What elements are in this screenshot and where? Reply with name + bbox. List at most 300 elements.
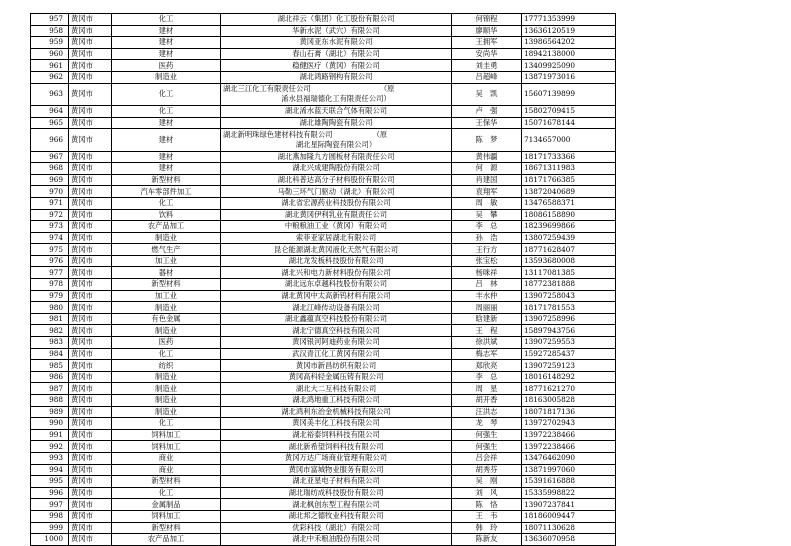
table-row: [31, 337, 616, 349]
phone-number-cell: 13593680008: [522, 255, 616, 267]
company-name-cell: 中粮粮油工业（黄冈）有限公司: [221, 221, 452, 233]
phone-number-cell: 15607139899: [522, 83, 616, 105]
phone-number-cell: 18016148292: [522, 371, 616, 383]
table-row: [31, 418, 616, 430]
industry-cell: 建材: [112, 48, 221, 60]
contact-person-cell: 吕 林: [452, 279, 522, 291]
table-row: [31, 371, 616, 383]
company-name-cell: 湖北黄冈中太高新钨材料有限公司: [221, 290, 452, 302]
table-row: [31, 129, 616, 151]
industry-cell: 有色金属: [112, 313, 221, 325]
city-cell: 黄冈市: [69, 129, 112, 151]
company-name-cell: 湖北省宏源药业科技股份有限公司: [221, 197, 452, 209]
city-cell: 黄冈市: [69, 14, 112, 26]
city-cell: 黄冈市: [69, 244, 112, 256]
city-cell: 黄冈市: [69, 441, 112, 453]
row-number-cell: 958: [31, 25, 69, 37]
contact-person-cell: 陈 恪: [452, 499, 522, 511]
table-row: [31, 313, 616, 325]
industry-cell: 饲料加工: [112, 429, 221, 441]
table-row: [31, 255, 616, 267]
table-row: [31, 105, 616, 117]
industry-cell: 化工: [112, 83, 221, 105]
row-number-cell: 971: [31, 197, 69, 209]
industry-cell: 饮料: [112, 209, 221, 221]
table-row: [31, 452, 616, 464]
city-cell: 黄冈市: [69, 487, 112, 499]
row-number-cell: 983: [31, 337, 69, 349]
industry-cell: 农产品加工: [112, 534, 221, 546]
phone-number-cell: 18171733366: [522, 151, 616, 163]
company-name-cell: 湖北浠水蓝天联合气体有限公司: [221, 105, 452, 117]
phone-number-cell: 15927285437: [522, 348, 616, 360]
industry-cell: 医药: [112, 337, 221, 349]
phone-number-cell: 13972238466: [522, 441, 616, 453]
row-number-cell: 980: [31, 302, 69, 314]
table-row: [31, 209, 616, 221]
contact-person-cell: 孙 浩: [452, 232, 522, 244]
company-name-cell: 昆仑能源湖北黄冈液化天然气有限公司: [221, 244, 452, 256]
company-name-cell: 湖北鸿地重工科技有限公司: [221, 395, 452, 407]
industry-cell: 建材: [112, 129, 221, 151]
contact-person-cell: 韩 玲: [452, 522, 522, 534]
city-cell: 黄冈市: [69, 25, 112, 37]
contact-person-cell: 王保华: [452, 117, 522, 129]
contact-person-cell: 王拥军: [452, 37, 522, 49]
row-number-cell: 959: [31, 37, 69, 49]
phone-number-cell: 18771628407: [522, 244, 616, 256]
table-row: [31, 14, 616, 26]
city-cell: 黄冈市: [69, 105, 112, 117]
industry-cell: 制造业: [112, 371, 221, 383]
phone-number-cell: 13872040689: [522, 186, 616, 198]
table-row: [31, 406, 616, 418]
company-name-cell: 华新水泥（武穴）有限公司: [221, 25, 452, 37]
phone-number-cell: 13907259553: [522, 337, 616, 349]
row-number-cell: 974: [31, 232, 69, 244]
city-cell: 黄冈市: [69, 452, 112, 464]
row-number-cell: 996: [31, 487, 69, 499]
table-row: [31, 117, 616, 129]
phone-number-cell: 15802709415: [522, 105, 616, 117]
company-name-cell: [221, 129, 452, 151]
contact-person-cell: 王 程: [452, 325, 522, 337]
city-cell: 黄冈市: [69, 418, 112, 430]
company-name-cell: 黄冈亚东水泥有限公司: [221, 37, 452, 49]
table-row: [31, 37, 616, 49]
company-name-cell: 黄冈市富城物业服务有限公司: [221, 464, 452, 476]
city-cell: 黄冈市: [69, 371, 112, 383]
industry-cell: 商业: [112, 464, 221, 476]
company-name-cell: 武汉青江化工黄冈有限公司: [221, 348, 452, 360]
industry-cell: 医药: [112, 60, 221, 72]
company-name-cell: 马勒三环气门驱动（湖北）有限公司: [221, 186, 452, 198]
city-cell: 黄冈市: [69, 117, 112, 129]
phone-number-cell: 13907237841: [522, 499, 616, 511]
industry-cell: 新型材料: [112, 174, 221, 186]
company-name-cell: 湖北鑫蕴真空科技股份有限公司: [221, 313, 452, 325]
row-number-cell: 964: [31, 105, 69, 117]
phone-number-cell: 13907259123: [522, 360, 616, 372]
table-row: [31, 476, 616, 488]
contact-person-cell: 龙 琴: [452, 418, 522, 430]
city-cell: 黄冈市: [69, 522, 112, 534]
phone-number-cell: 18671311983: [522, 163, 616, 175]
city-cell: 黄冈市: [69, 476, 112, 488]
row-number-cell: 978: [31, 279, 69, 291]
contact-person-cell: 晗建新: [452, 313, 522, 325]
phone-number-cell: 13409925090: [522, 60, 616, 72]
row-number-cell: 982: [31, 325, 69, 337]
industry-cell: 制造业: [112, 232, 221, 244]
company-name-cell: 湖北邦之德牧业科技有限公司: [221, 510, 452, 522]
contact-person-cell: 胡开香: [452, 395, 522, 407]
row-number-cell: 1000: [31, 534, 69, 546]
contact-person-cell: 梅志军: [452, 348, 522, 360]
row-number-cell: 957: [31, 14, 69, 26]
table-row: [31, 279, 616, 291]
phone-number-cell: 13972702943: [522, 418, 616, 430]
table-row: [31, 163, 616, 175]
table-row: [31, 186, 616, 198]
row-number-cell: 961: [31, 60, 69, 72]
city-cell: 黄冈市: [69, 174, 112, 186]
phone-number-cell: 13476462090: [522, 452, 616, 464]
contact-person-cell: 刘圭勇: [452, 60, 522, 72]
contact-person-cell: 周丽丽: [452, 302, 522, 314]
city-cell: 黄冈市: [69, 290, 112, 302]
phone-number-cell: 18239699866: [522, 221, 616, 233]
phone-number-cell: 13907258996: [522, 313, 616, 325]
city-cell: 黄冈市: [69, 534, 112, 546]
company-name-cell: 黄冈市新昌纺织有限公司: [221, 360, 452, 372]
table-row: [31, 48, 616, 60]
table-row: [31, 429, 616, 441]
city-cell: 黄冈市: [69, 37, 112, 49]
table-row: [31, 25, 616, 37]
industry-cell: 器材: [112, 267, 221, 279]
contact-person-cell: 周 敏: [452, 197, 522, 209]
contact-person-cell: 王行方: [452, 244, 522, 256]
contact-person-cell: 吕超峰: [452, 71, 522, 83]
phone-number-cell: 13476588371: [522, 197, 616, 209]
table-row: [31, 197, 616, 209]
phone-number-cell: 15071678144: [522, 117, 616, 129]
company-name-cell: 湖北宁德真空科技有限公司: [221, 325, 452, 337]
company-name-cell: 优彩科技（湖北）有限公司: [221, 522, 452, 534]
industry-cell: 制造业: [112, 302, 221, 314]
phone-number-cell: 18086158890: [522, 209, 616, 221]
company-name-line-1: 湖北新明珠绿色建材科技有限公司 （原: [223, 129, 388, 139]
contact-person-cell: 何锦程: [452, 14, 522, 26]
phone-number-cell: 13986564202: [522, 37, 616, 49]
table-row: [31, 71, 616, 83]
company-name-cell: 湖北大二互科技有限公司: [221, 383, 452, 395]
company-name-cell: 湖北鸿路钢构有限公司: [221, 71, 452, 83]
contact-person-cell: 李 总: [452, 371, 522, 383]
phone-number-cell: 15897943756: [522, 325, 616, 337]
company-name-cell: 湖北裕泰饲料科技有限公司: [221, 429, 452, 441]
contact-person-cell: 吴 刚: [452, 476, 522, 488]
contact-person-cell: 张宝松: [452, 255, 522, 267]
industry-cell: 汽车零部件加工: [112, 186, 221, 198]
table-row: [31, 244, 616, 256]
phone-number-cell: 18071130628: [522, 522, 616, 534]
contact-person-cell: 杨咪祥: [452, 267, 522, 279]
industry-cell: 饲料加工: [112, 510, 221, 522]
row-number-cell: 988: [31, 395, 69, 407]
phone-number-cell: 18171766385: [522, 174, 616, 186]
row-number-cell: 975: [31, 244, 69, 256]
company-name-cell: 黄冈银河阿迪药业有限公司: [221, 337, 452, 349]
industry-cell: 农产品加工: [112, 221, 221, 233]
table-row: [31, 302, 616, 314]
table-row: [31, 383, 616, 395]
phone-number-cell: 13907258043: [522, 290, 616, 302]
industry-cell: 新型材料: [112, 522, 221, 534]
contact-person-cell: 袁翔军: [452, 186, 522, 198]
row-number-cell: 998: [31, 510, 69, 522]
phone-number-cell: 18772381888: [522, 279, 616, 291]
industry-cell: 加工业: [112, 290, 221, 302]
contact-person-cell: 徐洪斌: [452, 337, 522, 349]
industry-cell: 化工: [112, 348, 221, 360]
table-row: [31, 221, 616, 233]
company-name-cell: 湖北枫创东型工程有限公司: [221, 499, 452, 511]
phone-number-cell: 13871997060: [522, 464, 616, 476]
table-row: [31, 499, 616, 511]
table-row: [31, 232, 616, 244]
city-cell: 黄冈市: [69, 48, 112, 60]
city-cell: 黄冈市: [69, 60, 112, 72]
city-cell: 黄冈市: [69, 337, 112, 349]
phone-number-cell: 13636120519: [522, 25, 616, 37]
contact-person-cell: 何强生: [452, 429, 522, 441]
city-cell: 黄冈市: [69, 429, 112, 441]
city-cell: 黄冈市: [69, 209, 112, 221]
city-cell: 黄冈市: [69, 383, 112, 395]
contact-person-cell: 陈 梦: [452, 129, 522, 151]
table-row: [31, 441, 616, 453]
city-cell: 黄冈市: [69, 221, 112, 233]
contact-person-cell: 周 星: [452, 383, 522, 395]
row-number-cell: 967: [31, 151, 69, 163]
industry-cell: 新型材料: [112, 279, 221, 291]
table-row: [31, 174, 616, 186]
industry-cell: 建材: [112, 163, 221, 175]
contact-person-cell: 王 韦: [452, 510, 522, 522]
city-cell: 黄冈市: [69, 325, 112, 337]
table-row: [31, 534, 616, 546]
contact-person-cell: 何 源: [452, 163, 522, 175]
row-number-cell: 991: [31, 429, 69, 441]
phone-number-cell: 18171781553: [522, 302, 616, 314]
industry-cell: 商业: [112, 452, 221, 464]
row-number-cell: 984: [31, 348, 69, 360]
city-cell: 黄冈市: [69, 232, 112, 244]
contact-person-cell: 刘 风: [452, 487, 522, 499]
contact-person-cell: 胡秀芬: [452, 464, 522, 476]
phone-number-cell: 13871973016: [522, 71, 616, 83]
industry-cell: 新型材料: [112, 476, 221, 488]
row-number-cell: 977: [31, 267, 69, 279]
industry-cell: 化工: [112, 105, 221, 117]
city-cell: 黄冈市: [69, 197, 112, 209]
industry-cell: 饲料加工: [112, 441, 221, 453]
phone-number-cell: 17771353999: [522, 14, 616, 26]
table-row: [31, 60, 616, 72]
company-name-cell: 湖北兴和电力新材料股份有限公司: [221, 267, 452, 279]
contact-person-cell: 安尚华: [452, 48, 522, 60]
row-number-cell: 993: [31, 452, 69, 464]
industry-cell: 加工业: [112, 255, 221, 267]
row-number-cell: 972: [31, 209, 69, 221]
company-name-cell: 湖北远东卓越科技股份有限公司: [221, 279, 452, 291]
industry-cell: 化工: [112, 14, 221, 26]
company-name-cell: 湖北雄陶陶瓷有限公司: [221, 117, 452, 129]
industry-cell: 制造业: [112, 383, 221, 395]
company-name-cell: 黄冈万达广场商业管理有限公司: [221, 452, 452, 464]
table-row: [31, 360, 616, 372]
city-cell: 黄冈市: [69, 83, 112, 105]
row-number-cell: 962: [31, 71, 69, 83]
industry-cell: 制造业: [112, 395, 221, 407]
row-number-cell: 976: [31, 255, 69, 267]
table-row: [31, 510, 616, 522]
company-name-line-2: 浠水县福瑞德化工有限责任公司）: [281, 94, 391, 104]
industry-cell: 制造业: [112, 71, 221, 83]
phone-number-cell: 13636070958: [522, 534, 616, 546]
table-row: [31, 395, 616, 407]
phone-number-cell: 13807259439: [522, 232, 616, 244]
row-number-cell: 981: [31, 313, 69, 325]
city-cell: 黄冈市: [69, 313, 112, 325]
enterprise-contact-table: [30, 13, 616, 546]
industry-cell: 化工: [112, 418, 221, 430]
phone-number-cell: 18163005828: [522, 395, 616, 407]
contact-person-cell: 陈新友: [452, 534, 522, 546]
city-cell: 黄冈市: [69, 499, 112, 511]
phone-number-cell: 18942138000: [522, 48, 616, 60]
company-name-cell: 黄冈美丰化工科技有限公司: [221, 418, 452, 430]
row-number-cell: 968: [31, 163, 69, 175]
table-row: [31, 487, 616, 499]
row-number-cell: 989: [31, 406, 69, 418]
city-cell: 黄冈市: [69, 255, 112, 267]
contact-person-cell: 李 总: [452, 221, 522, 233]
row-number-cell: 979: [31, 290, 69, 302]
company-name-cell: 湖北鸿利东治金机械科技有限公司: [221, 406, 452, 418]
contact-person-cell: 黄伟疆: [452, 151, 522, 163]
contact-person-cell: 汪洪志: [452, 406, 522, 418]
row-number-cell: 985: [31, 360, 69, 372]
contact-person-cell: 丰水仲: [452, 290, 522, 302]
contact-person-cell: 肖建国: [452, 174, 522, 186]
city-cell: 黄冈市: [69, 348, 112, 360]
row-number-cell: 969: [31, 174, 69, 186]
industry-cell: 制造业: [112, 406, 221, 418]
table-row: [31, 83, 616, 105]
city-cell: 黄冈市: [69, 302, 112, 314]
phone-number-cell: 18186009447: [522, 510, 616, 522]
contact-person-cell: 卢 强: [452, 105, 522, 117]
city-cell: 黄冈市: [69, 406, 112, 418]
company-name-line-2: 湖北星际陶瓷有限公司）: [295, 139, 377, 149]
industry-cell: 化工: [112, 487, 221, 499]
table-row: [31, 267, 616, 279]
industry-cell: 制造业: [112, 325, 221, 337]
row-number-cell: 970: [31, 186, 69, 198]
row-number-cell: 963: [31, 83, 69, 105]
phone-number-cell: 18071817136: [522, 406, 616, 418]
table-row: [31, 348, 616, 360]
contact-person-cell: 吕会祥: [452, 452, 522, 464]
industry-cell: 燃气生产: [112, 244, 221, 256]
table-row: [31, 325, 616, 337]
company-name-cell: 湖北龙发板科技股份有限公司: [221, 255, 452, 267]
table-row: [31, 151, 616, 163]
phone-number-cell: 7134657000: [522, 129, 616, 151]
company-name-cell: [221, 83, 452, 105]
company-name-cell: 春山石膏（湖北）有限公司: [221, 48, 452, 60]
row-number-cell: 987: [31, 383, 69, 395]
company-name-cell: 湖北新希望饲料科技有限公司: [221, 441, 452, 453]
city-cell: 黄冈市: [69, 71, 112, 83]
company-name-cell: 稳健医疗（黄冈）有限公司: [221, 60, 452, 72]
row-number-cell: 960: [31, 48, 69, 60]
row-number-cell: 973: [31, 221, 69, 233]
industry-cell: 化工: [112, 197, 221, 209]
table-row: [31, 522, 616, 534]
table-body: [31, 14, 616, 546]
row-number-cell: 966: [31, 129, 69, 151]
contact-person-cell: 郑欣亮: [452, 360, 522, 372]
city-cell: 黄冈市: [69, 151, 112, 163]
row-number-cell: 997: [31, 499, 69, 511]
phone-number-cell: 15391616888: [522, 476, 616, 488]
industry-cell: 建材: [112, 117, 221, 129]
city-cell: 黄冈市: [69, 395, 112, 407]
row-number-cell: 995: [31, 476, 69, 488]
company-name-cell: 湖北亚星电子材料有限公司: [221, 476, 452, 488]
industry-cell: 纺织: [112, 360, 221, 372]
company-name-cell: 湖北江峰传动设备有限公司: [221, 302, 452, 314]
company-name-cell: 湖北黄冈伊利乳业有限责任公司: [221, 209, 452, 221]
company-name-line-1: 湖北三江化工有限责任公司 （原: [223, 84, 395, 94]
city-cell: 黄冈市: [69, 464, 112, 476]
row-number-cell: 999: [31, 522, 69, 534]
city-cell: 黄冈市: [69, 510, 112, 522]
city-cell: 黄冈市: [69, 186, 112, 198]
table-row: [31, 290, 616, 302]
industry-cell: 建材: [112, 151, 221, 163]
row-number-cell: 986: [31, 371, 69, 383]
company-name-cell: 湖北中禾粮油股份有限公司: [221, 534, 452, 546]
row-number-cell: 965: [31, 117, 69, 129]
city-cell: 黄冈市: [69, 163, 112, 175]
contact-person-cell: 吴 凯: [452, 83, 522, 105]
company-name-cell: 索菲亚家居湖北有限公司: [221, 232, 452, 244]
contact-person-cell: 吴 攀: [452, 209, 522, 221]
company-name-cell: 湖北兴成建陶股份有限公司: [221, 163, 452, 175]
phone-number-cell: 13972238466: [522, 429, 616, 441]
company-name-cell: 黄冈高科轻金属压铸有限公司: [221, 371, 452, 383]
industry-cell: 金属制品: [112, 499, 221, 511]
phone-number-cell: 13117081385: [522, 267, 616, 279]
industry-cell: 建材: [112, 37, 221, 49]
company-name-cell: 湖北科普达高分子材料股份有限公司: [221, 174, 452, 186]
company-name-cell: 湖北瑞纺成科技股份有限公司: [221, 487, 452, 499]
